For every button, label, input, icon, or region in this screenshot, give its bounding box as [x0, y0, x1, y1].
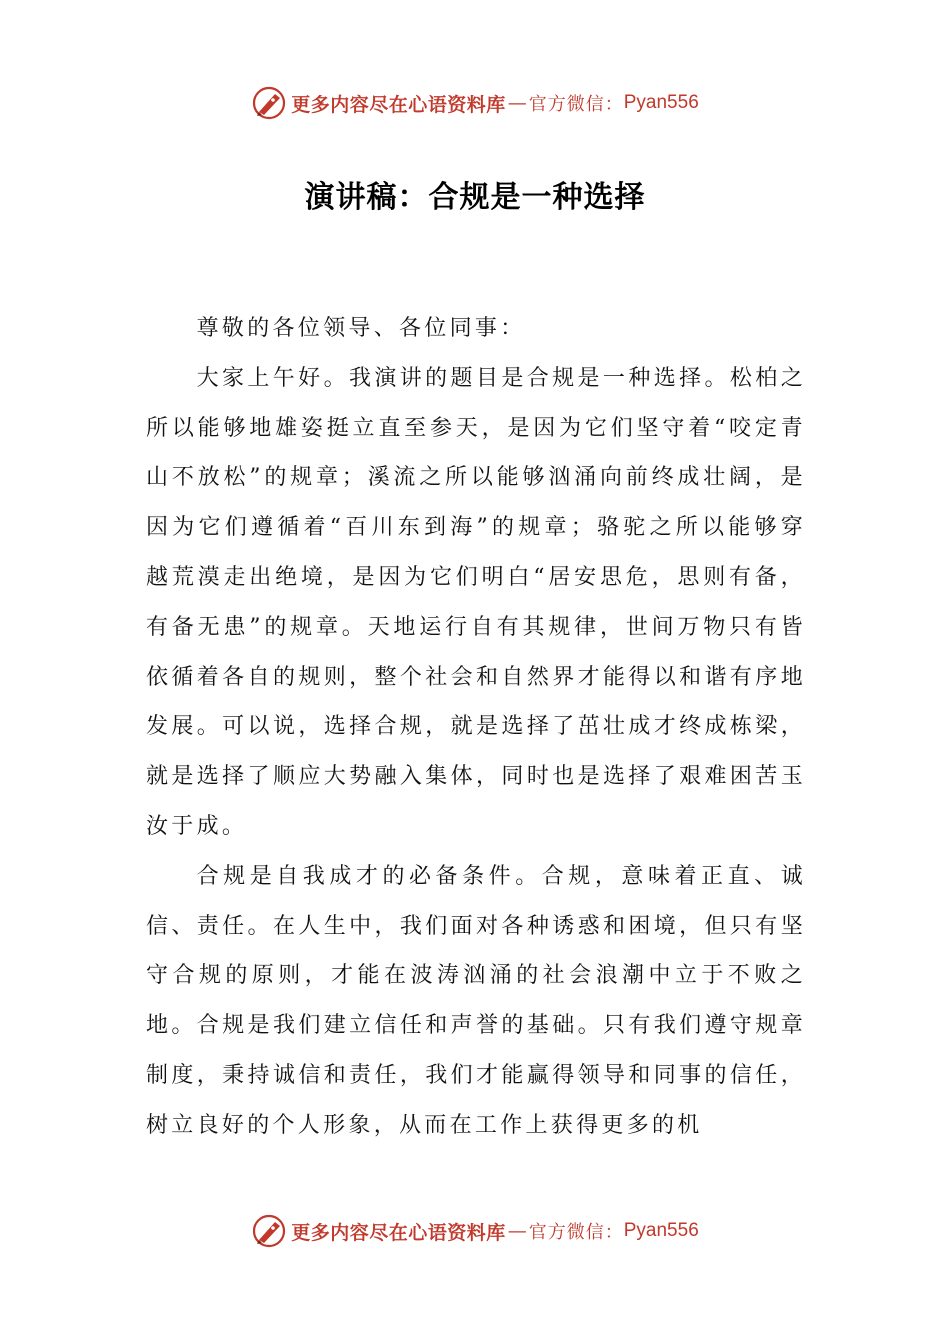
banner-main-text: 更多内容尽在心语资料库	[291, 1221, 506, 1244]
document-title: 演讲稿：合规是一种选择	[304, 180, 646, 215]
banner-separator: —	[507, 1220, 527, 1242]
body-paragraph: 大家上午好。我演讲的题目是合规是一种选择。松柏之所以能够地雄姿挺立直至参天，是因为它们坚守着“咬定青山不放松”的规章；溪流之所以能够汹涌向前终成壮阔，是因为它们遵循着“百川东到海”的规章；骆驼之所以能够穿越荒漠走出绝境，是因为它们明白“居安思危，思则有备，有备无患”的规章。天地运行自有其规律，世间万物只有皆依循着各自的规则，整个社会和自然界才能得以和谐有序地发展。可以说，选择合规，就是选择了茁壮成才终成栋梁，就是选择了顺应大势融入集体，同时也是选择了艰难困苦玉汝于成。	[146, 365, 806, 839]
banner-wechat-label: 官方微信：	[528, 1222, 624, 1243]
pen-nib-logo-icon	[251, 1213, 287, 1249]
banner-main-text: 更多内容尽在心语资料库	[291, 93, 506, 116]
salutation-paragraph: 尊敬的各位领导、各位同事：	[196, 316, 526, 341]
document-body	[146, 304, 806, 1151]
footer-banner	[0, 1211, 950, 1251]
banner-wechat-id: Pyan556	[623, 92, 699, 113]
header-banner	[0, 83, 950, 123]
pen-nib-logo-icon	[251, 85, 287, 121]
body-paragraph: 合规是自我成才的必备条件。合规，意味着正直、诚信、责任。在人生中，我们面对各种诱惑和困境，但只有坚守合规的原则，才能在波涛汹涌的社会浪潮中立于不败之地。合规是我们建立信任和声誉的基础。只有我们遵守规章制度，秉持诚信和责任，我们才能赢得领导和同事的信任，树立良好的个人形象，从而在工作上获得更多的机	[146, 863, 806, 1138]
banner-wechat-id: Pyan556	[623, 1220, 699, 1241]
banner-separator: —	[507, 92, 527, 114]
banner-wechat-label: 官方微信：	[528, 94, 624, 115]
